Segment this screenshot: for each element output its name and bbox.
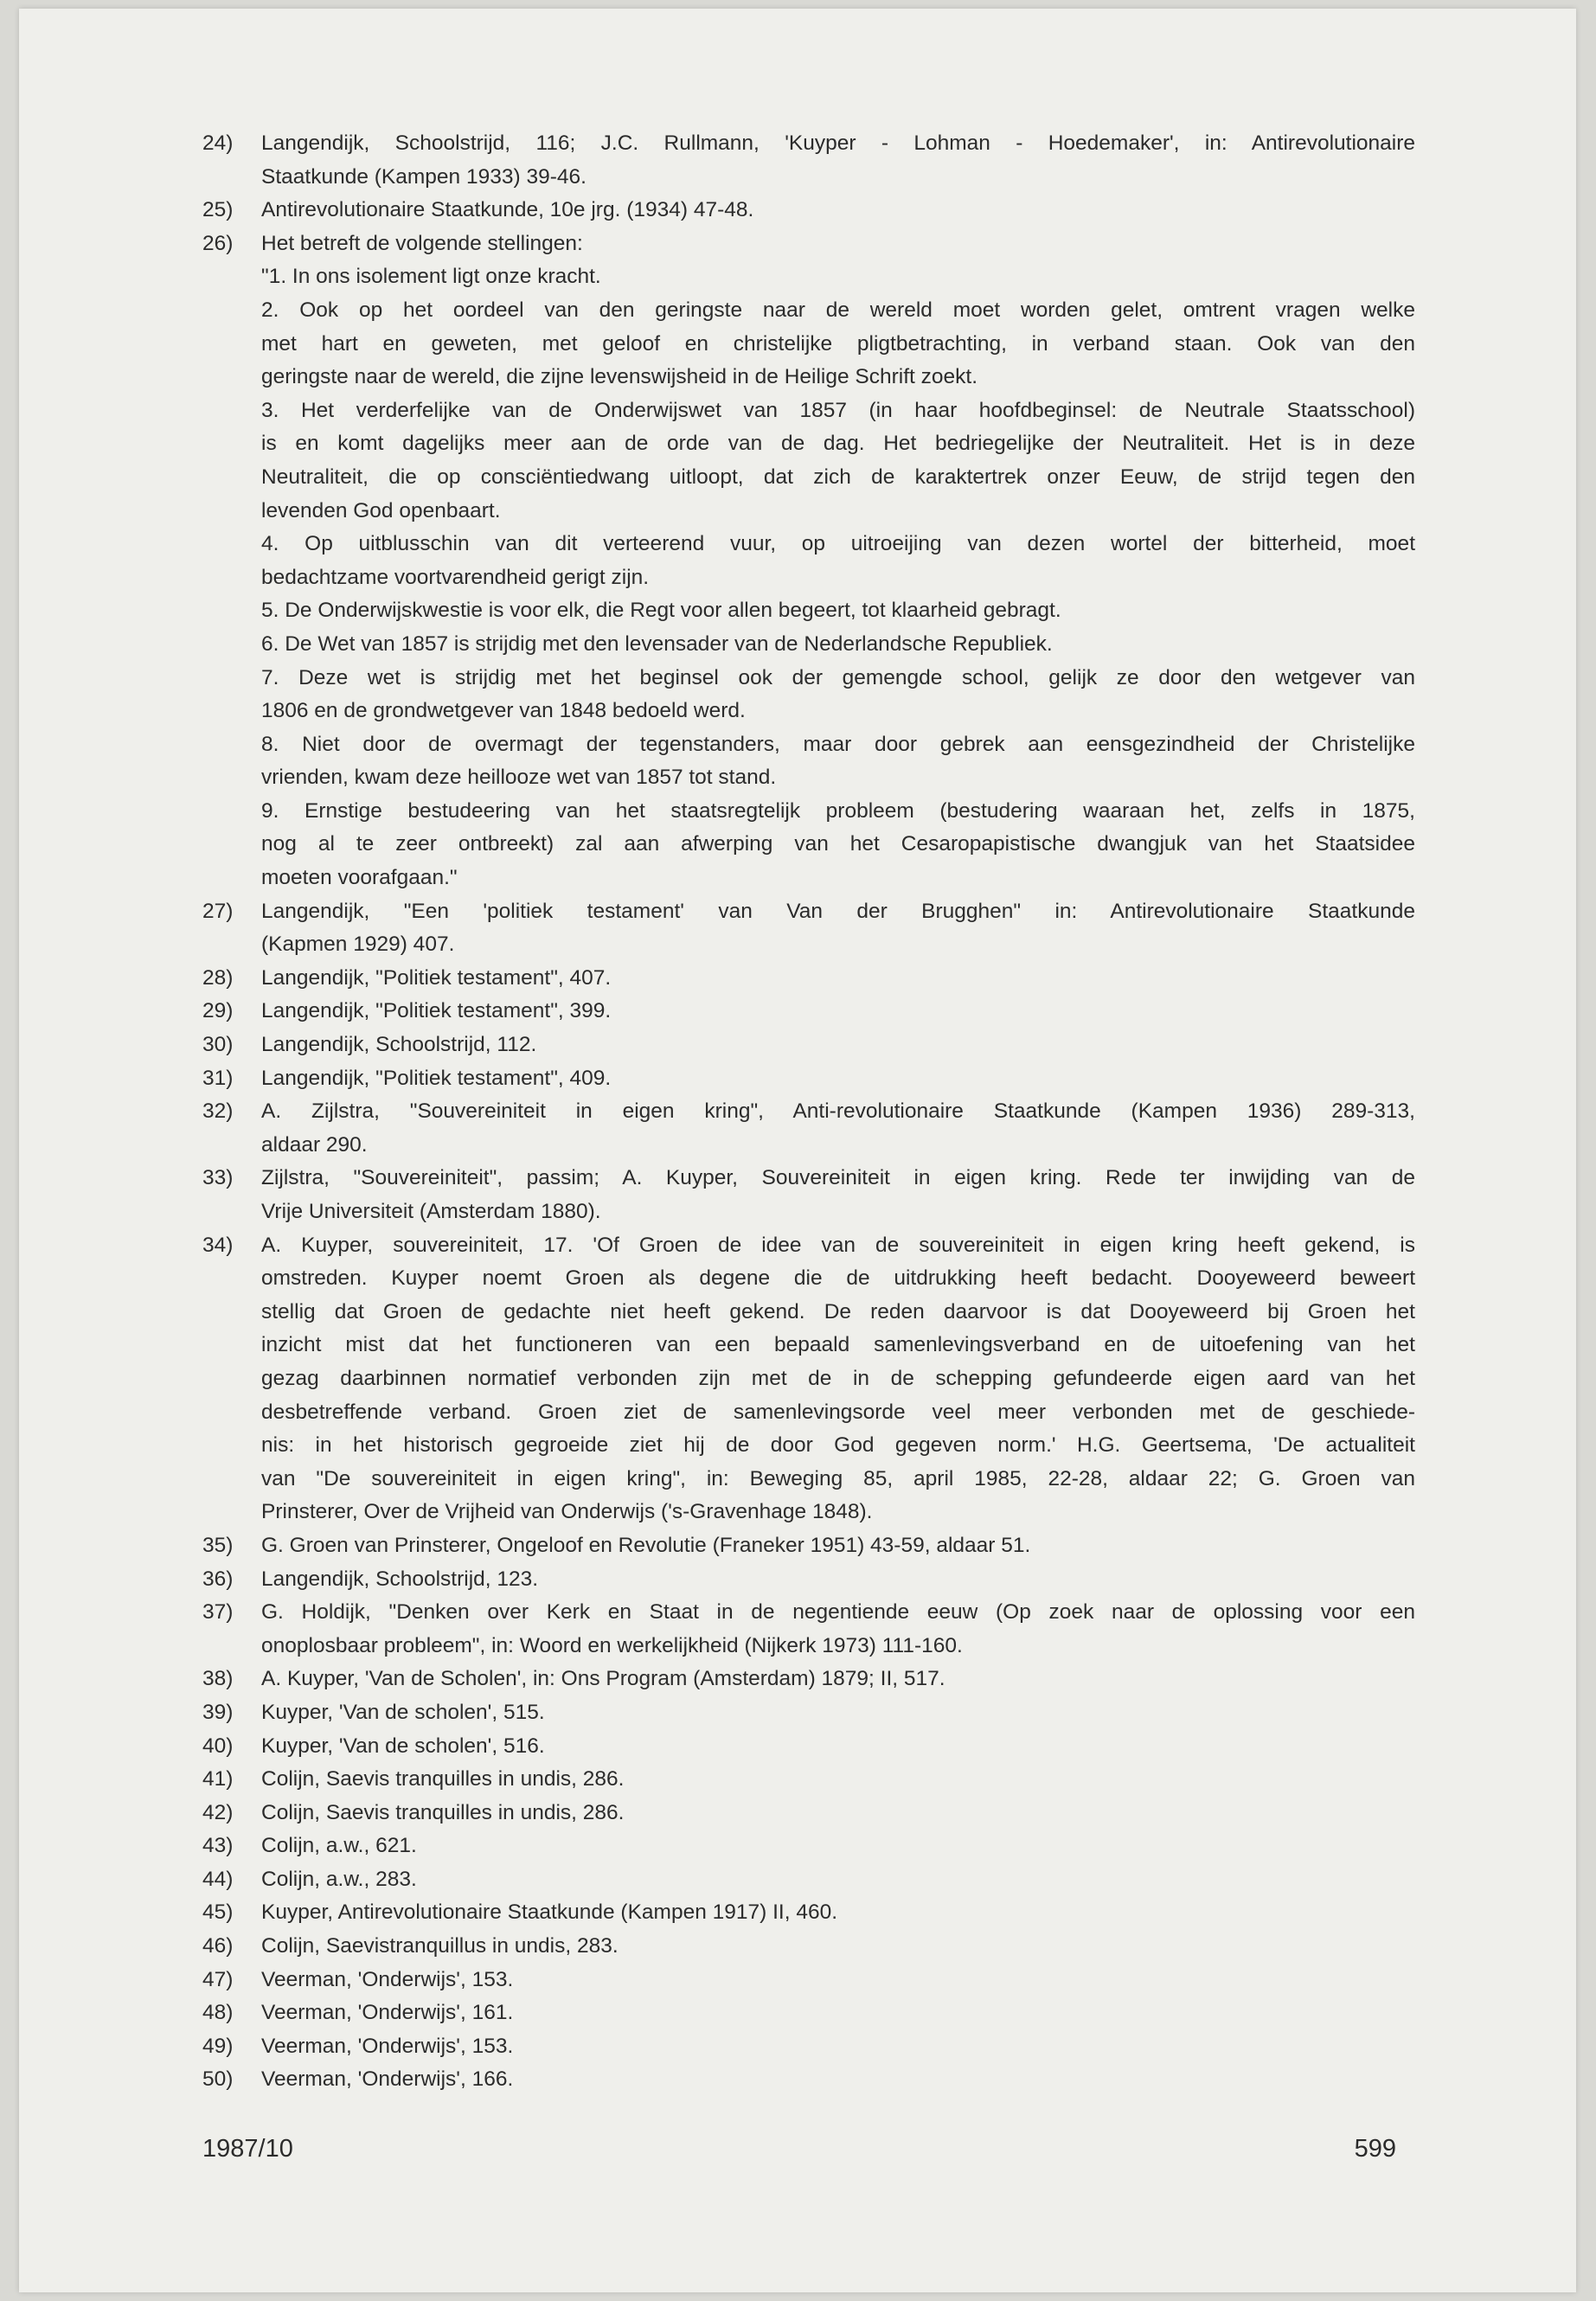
footnote-number: 46) bbox=[202, 1934, 234, 1958]
footnote-text-line: Vrije Universiteit (Amsterdam 1880). bbox=[261, 1200, 601, 1223]
footnote-text-line: Kuyper, 'Van de scholen', 516. bbox=[261, 1734, 545, 1758]
footnote-number: 47) bbox=[202, 1967, 234, 1991]
footnote-text-line: Colijn, Saevistranquillus in undis, 283. bbox=[261, 1934, 619, 1958]
footnote-text-line: Langendijk, "Een 'politiek testament' van Van der Brugghen" in: Antirevolutionaire Staatkunde bbox=[261, 899, 1415, 923]
footnote-text-line: desbetreffende verband. Groen ziet de samenlevingsorde veel meer verbonden met de geschiede- bbox=[261, 1400, 1415, 1424]
footnote-text-line: Neutraliteit, die op consciëntiedwang uitloopt, dat zich de karaktertrek onzer Eeuw, de strijd tegen den bbox=[261, 465, 1415, 489]
footnote-number: 45) bbox=[202, 1900, 234, 1925]
footnote-number: 33) bbox=[202, 1166, 234, 1190]
footnote-text-line: Langendijk, "Politiek testament", 399. bbox=[261, 999, 612, 1023]
footnote-text-line: Langendijk, "Politiek testament", 407. bbox=[261, 965, 612, 990]
footnote bbox=[202, 1863, 1415, 1897]
footnote-text-line: "1. In ons isolement ligt onze kracht. bbox=[261, 265, 601, 289]
footnote bbox=[202, 594, 1415, 628]
footnote-number: 26) bbox=[202, 231, 234, 255]
footnote-number: 39) bbox=[202, 1700, 234, 1724]
footnote-number: 35) bbox=[202, 1533, 234, 1557]
footnote bbox=[202, 1162, 1415, 1228]
footnote-number: 42) bbox=[202, 1800, 234, 1824]
footnote bbox=[202, 1029, 1415, 1062]
footnote-text-line: aldaar 290. bbox=[261, 1132, 368, 1157]
footnote-text-line: levenden God openbaart. bbox=[261, 498, 501, 522]
footnote-text-line: is en komt dagelijks meer aan de orde van de dag. Het bedriegelijke der Neutraliteit. Het is in deze bbox=[261, 432, 1415, 456]
footnote-number: 41) bbox=[202, 1767, 234, 1791]
footnote-text-line: 3. Het verderfelijke van de Onderwijswet van 1857 (in haar hoofdbeginsel: de Neutrale Staatsschool) bbox=[261, 398, 1415, 422]
footnote-text-line: bedachtzame voortvarendheid gerigt zijn. bbox=[261, 565, 650, 589]
footnote-text-line: 2. Ook op het oordeel van den geringste naar de wereld moet worden gelet, omtrent vragen welke bbox=[261, 298, 1415, 322]
footnote-text-line: 6. De Wet van 1857 is strijdig met den levensader van de Nederlandsche Republiek. bbox=[261, 631, 1053, 656]
footnote bbox=[202, 528, 1415, 594]
footnote bbox=[202, 1696, 1415, 1730]
footnote-number: 49) bbox=[202, 2034, 234, 2058]
footnote bbox=[202, 1663, 1415, 1696]
footnote-number: 37) bbox=[202, 1600, 234, 1625]
footnote-number: 32) bbox=[202, 1099, 234, 1124]
footnote-number: 40) bbox=[202, 1734, 234, 1758]
footnote bbox=[202, 2030, 1415, 2064]
footnote-text-line: moeten voorafgaan." bbox=[261, 866, 458, 890]
footnote-text-line: inzicht mist dat het functioneren van een bepaald samenlevingsverband en de uitoefening van het bbox=[261, 1333, 1415, 1357]
footnote bbox=[202, 1763, 1415, 1797]
footnote bbox=[202, 260, 1415, 294]
footnote-number: 29) bbox=[202, 999, 234, 1023]
footnote-number: 43) bbox=[202, 1834, 234, 1858]
footnote bbox=[202, 1930, 1415, 1964]
footnote-number: 44) bbox=[202, 1867, 234, 1891]
footnote-text-line: Zijlstra, "Souvereiniteit", passim; A. Kuyper, Souvereiniteit in eigen kring. Rede ter inwijding van de bbox=[261, 1166, 1415, 1190]
footnote-text-line: omstreden. Kuyper noemt Groen als degene die de uitdrukking heeft bedacht. Dooyeweerd beweert bbox=[261, 1266, 1415, 1291]
footnote bbox=[202, 1596, 1415, 1663]
footnote-number: 27) bbox=[202, 899, 234, 923]
footnote-text-line: 7. Deze wet is strijdig met het beginsel ook der gemengde school, gelijk ze door den wetgever van bbox=[261, 665, 1415, 689]
footnote-text-line: Staatkunde (Kampen 1933) 39-46. bbox=[261, 164, 586, 189]
footnote-number: 50) bbox=[202, 2067, 234, 2092]
footnote bbox=[202, 1095, 1415, 1162]
footnotes-list bbox=[202, 127, 1415, 2097]
footnote-text-line: Colijn, Saevis tranquilles in undis, 286. bbox=[261, 1767, 625, 1791]
footnote-text-line: Het betreft de volgende stellingen: bbox=[261, 231, 583, 255]
footnote-text-line: 5. De Onderwijskwestie is voor elk, die Regt voor allen begeert, tot klaarheid gebragt. bbox=[261, 599, 1061, 623]
footnote-number: 38) bbox=[202, 1667, 234, 1691]
footnote-text-line: Veerman, 'Onderwijs', 166. bbox=[261, 2067, 514, 2092]
footnote bbox=[202, 795, 1415, 895]
footnote-text-line: Langendijk, Schoolstrijd, 123. bbox=[261, 1567, 539, 1591]
document-page bbox=[19, 9, 1576, 2292]
footnote-text-line: 1806 en de grondwetgever van 1848 bedoeld werd. bbox=[261, 699, 746, 723]
footnote bbox=[202, 1797, 1415, 1830]
footnote bbox=[202, 394, 1415, 528]
footnote-text-line: gezag daarbinnen normatief verbonden zijn met de in de schepping gefundeerde eigen aard van het bbox=[261, 1366, 1415, 1390]
footnote-text-line: A. Kuyper, souvereiniteit, 17. 'Of Groen de idee van de souvereiniteit in eigen kring heeft gekend, is bbox=[261, 1233, 1415, 1257]
footnote-text-line: Kuyper, 'Van de scholen', 515. bbox=[261, 1700, 545, 1724]
footnote bbox=[202, 962, 1415, 996]
footnote-text-line: 4. Op uitblusschin van dit verteerend vuur, op uitroeijing van dezen wortel der bitterheid, moet bbox=[261, 532, 1415, 556]
footnote bbox=[202, 662, 1415, 728]
footnote-text-line: 8. Niet door de overmagt der tegenstanders, maar door gebrek aan eensgezindheid der Christelijke bbox=[261, 732, 1415, 756]
footnote bbox=[202, 1964, 1415, 1997]
footnote bbox=[202, 628, 1415, 662]
footnote-text-line: van "De souvereiniteit in eigen kring", in: Beweging 85, april 1985, 22-28, aldaar 22; G. Groen van bbox=[261, 1466, 1415, 1490]
footnote-number: 25) bbox=[202, 198, 234, 222]
issue-number: 1987/10 bbox=[202, 2135, 293, 2163]
footnote-number: 48) bbox=[202, 2001, 234, 2025]
footnote-number: 30) bbox=[202, 1033, 234, 1057]
page-number: 599 bbox=[1354, 2135, 1396, 2163]
footnote bbox=[202, 127, 1415, 194]
footnote-text-line: Colijn, a.w., 621. bbox=[261, 1834, 417, 1858]
footnote-text-line: Langendijk, Schoolstrijd, 112. bbox=[261, 1033, 537, 1057]
footnote bbox=[202, 1896, 1415, 1930]
footnote-text-line: Kuyper, Antirevolutionaire Staatkunde (Kampen 1917) II, 460. bbox=[261, 1900, 838, 1925]
footnote-text-line: Veerman, 'Onderwijs', 153. bbox=[261, 1967, 514, 1991]
footnote bbox=[202, 2063, 1415, 2097]
footnote bbox=[202, 728, 1415, 795]
footnote-text-line: Veerman, 'Onderwijs', 161. bbox=[261, 2001, 514, 2025]
footnote bbox=[202, 1062, 1415, 1096]
footnote bbox=[202, 294, 1415, 394]
footnote bbox=[202, 1830, 1415, 1863]
footnote-text-line: nis: in het historisch gegroeide ziet hij de door God gegeven norm.' H.G. Geertsema, 'De actualiteit bbox=[261, 1433, 1415, 1458]
footnote bbox=[202, 228, 1415, 261]
footnote bbox=[202, 995, 1415, 1029]
footnote-text-line: G. Holdijk, "Denken over Kerk en Staat in de negentiende eeuw (Op zoek naar de oplossing voor een bbox=[261, 1600, 1415, 1625]
footnote bbox=[202, 895, 1415, 962]
footnote-text-line: geringste naar de wereld, die zijne levenswijsheid in de Heilige Schrift zoekt. bbox=[261, 365, 977, 389]
footnote-text-line: Prinsterer, Over de Vrijheid van Onderwijs ('s-Gravenhage 1848). bbox=[261, 1500, 873, 1524]
footnote-text-line: A. Kuyper, 'Van de Scholen', in: Ons Program (Amsterdam) 1879; II, 517. bbox=[261, 1667, 945, 1691]
footnote-text-line: A. Zijlstra, "Souvereiniteit in eigen kring", Anti-revolutionaire Staatkunde (Kampen 1936) 289-313, bbox=[261, 1099, 1415, 1124]
footnote-number: 34) bbox=[202, 1233, 234, 1257]
footnote-text-line: nog al te zeer ontbreekt) zal aan afwerping van het Cesaropapistische dwangjuk van het Staatsidee bbox=[261, 832, 1415, 856]
footnote-text-line: Langendijk, "Politiek testament", 409. bbox=[261, 1066, 612, 1090]
footnote bbox=[202, 1529, 1415, 1563]
footnote-text-line: G. Groen van Prinsterer, Ongeloof en Revolutie (Franeker 1951) 43-59, aldaar 51. bbox=[261, 1533, 1031, 1557]
footnote-text-line: onoplosbaar probleem", in: Woord en werkelijkheid (Nijkerk 1973) 111-160. bbox=[261, 1633, 963, 1657]
footnote-text-line: Antirevolutionaire Staatkunde, 10e jrg. (1934) 47-48. bbox=[261, 198, 754, 222]
footnote-number: 31) bbox=[202, 1066, 234, 1090]
footnote-number: 36) bbox=[202, 1567, 234, 1591]
footnote-number: 24) bbox=[202, 131, 234, 155]
footnote-text-line: met hart en geweten, met geloof en christelijke pligtbetrachting, in verband staan. Ook van den bbox=[261, 331, 1415, 356]
footnote-text-line: vrienden, kwam deze heillooze wet van 1857 tot stand. bbox=[261, 766, 777, 790]
footnote-text-line: Colijn, a.w., 283. bbox=[261, 1867, 417, 1891]
footnote bbox=[202, 1997, 1415, 2030]
footnote-text-line: (Kapmen 1929) 407. bbox=[261, 933, 455, 957]
footnote-text-line: Colijn, Saevis tranquilles in undis, 286. bbox=[261, 1800, 625, 1824]
footnote bbox=[202, 1229, 1415, 1529]
footnote bbox=[202, 194, 1415, 228]
footnote-text-line: Veerman, 'Onderwijs', 153. bbox=[261, 2034, 514, 2058]
footnote bbox=[202, 1730, 1415, 1764]
footnote-text-line: 9. Ernstige bestudeering van het staatsregtelijk probleem (bestudering waaraan het, zelfs in 1875, bbox=[261, 798, 1415, 823]
footnote-text-line: stellig dat Groen de gedachte niet heeft gekend. De reden daarvoor is dat Dooyeweerd bij Groen het bbox=[261, 1299, 1415, 1324]
footnote bbox=[202, 1563, 1415, 1597]
footnote-number: 28) bbox=[202, 965, 234, 990]
footnote-text-line: Langendijk, Schoolstrijd, 116; J.C. Rullmann, 'Kuyper - Lohman - Hoedemaker', in: Antirevolutionaire bbox=[261, 131, 1415, 155]
